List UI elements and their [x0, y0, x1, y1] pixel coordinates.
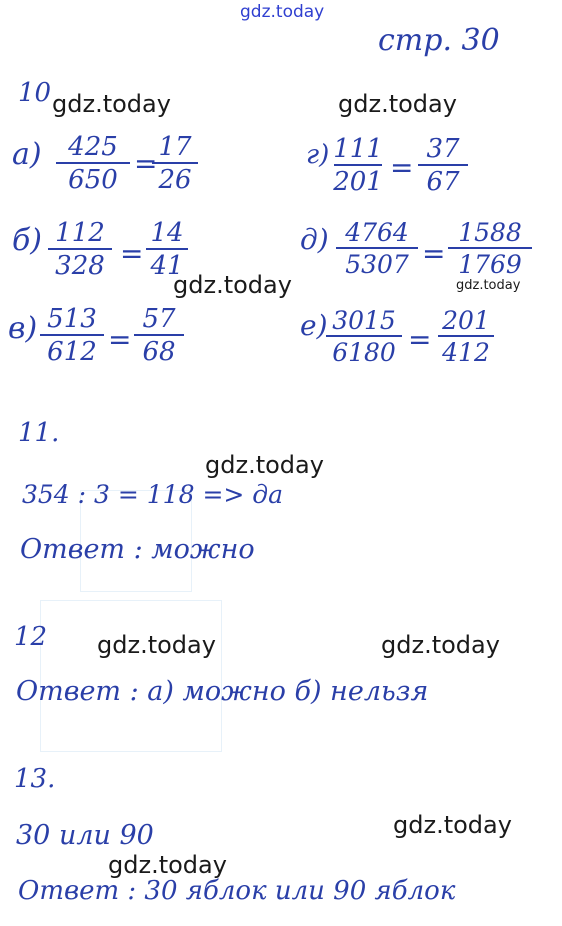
equals-sign: =: [120, 237, 144, 270]
fraction: [418, 136, 468, 195]
fraction-bar: [448, 247, 532, 249]
numerator: 57: [142, 304, 176, 334]
equals-sign: =: [408, 323, 432, 356]
text-line: 30 или 90: [16, 820, 154, 851]
fraction-bar: [336, 247, 418, 249]
watermark: gdz.today: [240, 2, 325, 22]
answer-line: Ответ : а) можно б) нельзя: [16, 676, 429, 707]
task-number: 10: [18, 78, 52, 108]
fraction-bar: [56, 162, 130, 164]
denominator: 67: [426, 167, 460, 197]
fraction-bar: [146, 248, 188, 250]
denominator: 612: [47, 337, 97, 367]
watermark: gdz.today: [338, 90, 457, 118]
numerator: 4764: [345, 218, 409, 247]
fraction: [146, 220, 188, 279]
fraction-bar: [438, 335, 494, 337]
denominator: 41: [150, 251, 184, 281]
equals-sign: =: [390, 151, 414, 184]
fraction: [326, 308, 402, 365]
watermark: gdz.today: [173, 271, 292, 299]
watermark: gdz.today: [205, 451, 324, 479]
fraction-bar: [334, 164, 382, 166]
item-label: в): [8, 311, 38, 346]
watermark: gdz.today: [456, 278, 521, 293]
numerator: 201: [442, 306, 490, 335]
fraction-bar: [152, 162, 198, 164]
numerator: 3015: [332, 306, 396, 335]
equals-sign: =: [108, 323, 132, 356]
denominator: 6180: [332, 338, 396, 367]
fraction: [334, 136, 382, 195]
watermark: gdz.today: [393, 811, 512, 839]
numerator: 111: [333, 134, 383, 164]
numerator: 112: [55, 218, 105, 248]
numerator: 37: [426, 134, 460, 164]
fraction-bar: [326, 335, 402, 337]
fraction: [438, 308, 494, 365]
answer-line: Ответ : 30 яблок или 90 яблок: [18, 876, 456, 906]
fraction: [336, 220, 418, 277]
answer-line: Ответ : можно: [20, 534, 255, 565]
denominator: 1769: [458, 250, 522, 279]
item-label: е): [300, 309, 328, 342]
fraction: [448, 220, 532, 277]
item-label: д): [300, 223, 329, 256]
page-reference: стр. 30: [378, 23, 500, 58]
numerator: 513: [47, 304, 97, 334]
denominator: 68: [142, 337, 176, 367]
equals-sign: =: [422, 237, 446, 270]
denominator: 650: [68, 165, 118, 195]
task-number: 12: [14, 622, 48, 652]
fraction-bar: [134, 334, 184, 336]
numerator: 1588: [458, 218, 522, 247]
fraction-bar: [418, 164, 468, 166]
watermark: gdz.today: [381, 631, 500, 659]
item-label: а): [12, 137, 42, 172]
fraction: [134, 306, 184, 365]
watermark: gdz.today: [108, 851, 227, 879]
equals-sign: =: [134, 147, 158, 180]
calculation-line: 354 : 3 = 118 => да: [22, 480, 284, 509]
fraction: [56, 134, 130, 193]
item-label: б): [12, 223, 43, 258]
numerator: 17: [158, 132, 192, 162]
task-number: 13.: [14, 764, 56, 794]
fraction: [40, 306, 104, 365]
denominator: 5307: [345, 250, 409, 279]
watermark: gdz.today: [52, 90, 171, 118]
watermark: gdz.today: [97, 631, 216, 659]
fraction-bar: [48, 248, 112, 250]
denominator: 328: [55, 251, 105, 281]
denominator: 26: [158, 165, 192, 195]
fraction-bar: [40, 334, 104, 336]
item-label: г): [306, 140, 330, 170]
denominator: 412: [442, 338, 490, 367]
task-number: 11.: [18, 418, 60, 448]
numerator: 425: [68, 132, 118, 162]
fraction: [48, 220, 112, 279]
fraction: [152, 134, 198, 193]
denominator: 201: [333, 167, 383, 197]
numerator: 14: [150, 218, 184, 248]
